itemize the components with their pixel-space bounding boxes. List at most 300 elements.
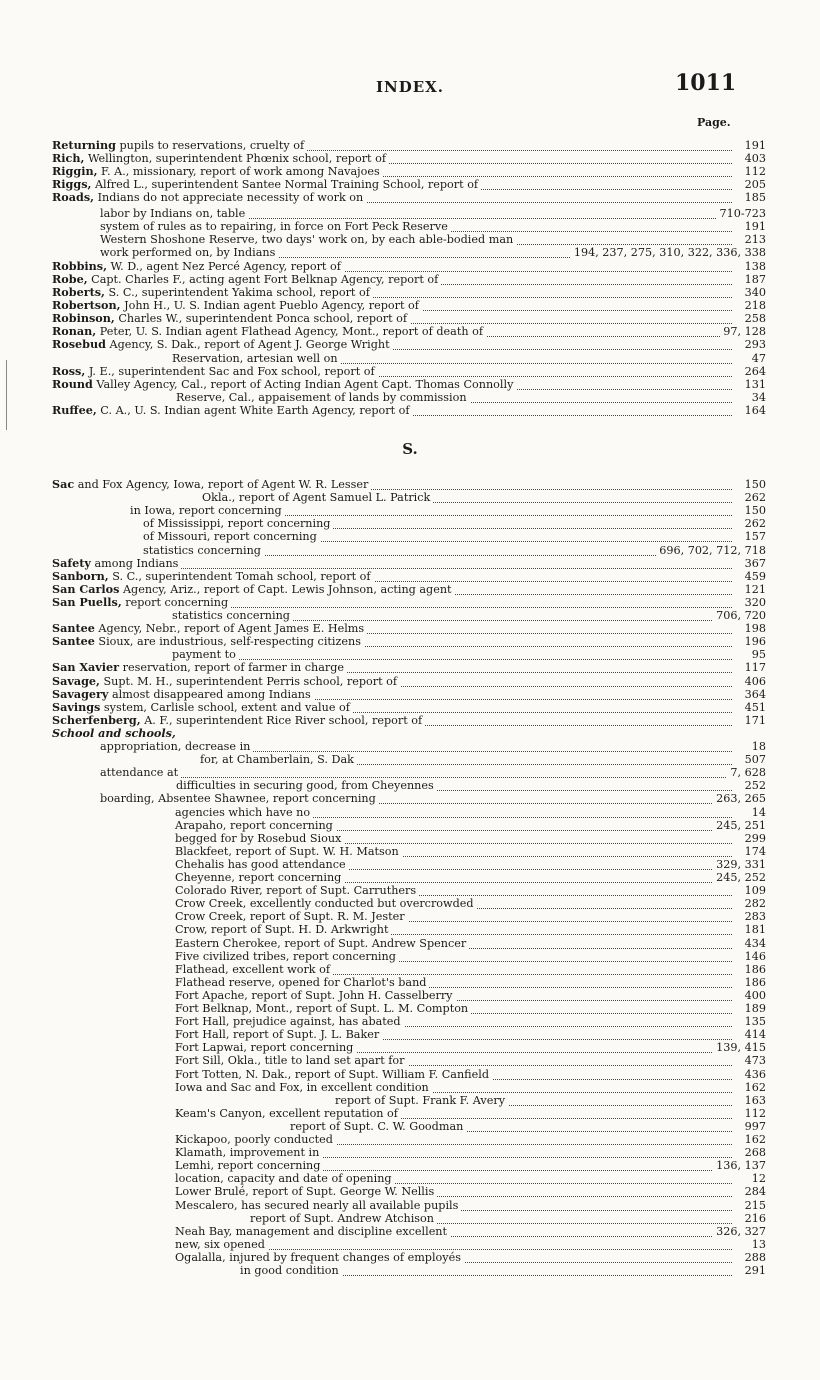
entry-page-ref: 34: [749, 391, 766, 404]
entry-page-ref: 406: [742, 675, 766, 688]
index-entry: [0, 391, 820, 404]
entry-heading: Rosebud: [52, 337, 106, 351]
entry-heading: Savage,: [52, 674, 100, 688]
index-entry: [0, 1041, 820, 1054]
index-entry: [0, 1107, 820, 1120]
entry-page-ref: 264: [742, 365, 766, 378]
entry-page-ref: 191: [742, 220, 766, 233]
index-entry: [0, 1133, 820, 1146]
index-entry: [0, 845, 820, 858]
index-entry: [0, 792, 820, 805]
index-entry: [0, 404, 820, 417]
entry-page-ref: 282: [742, 897, 766, 910]
entry-page-ref: 185: [742, 191, 766, 204]
entry-subtext: Flathead reserve, opened for Charlot's band: [175, 976, 427, 989]
entry-page-ref: 47: [749, 352, 766, 365]
entry-subtext: S. C., superintendent Yakima school, report of: [104, 286, 370, 299]
entry-page-ref: 710-723: [717, 207, 767, 220]
entry-text: [175, 884, 419, 897]
entry-page-ref: 18: [749, 740, 766, 753]
dot-leader: [176, 650, 732, 660]
entry-subtext: Colorado River, report of Supt. Carruthers: [175, 884, 417, 897]
entry-text: [52, 404, 413, 417]
entry-subtext: Fort Sill, Okla., title to land set apart for: [175, 1054, 405, 1067]
entry-page-ref: 283: [742, 910, 766, 923]
index-entry: [0, 517, 820, 530]
entry-page-ref: 150: [742, 478, 766, 491]
index-entry: [0, 557, 820, 570]
entry-page-ref: 136, 137: [713, 1159, 766, 1172]
entry-text: [52, 622, 367, 635]
entry-heading: Round: [52, 377, 93, 391]
entry-subtext: Ogalalla, injured by frequent changes of employés: [175, 1251, 461, 1264]
index-entry: [0, 976, 820, 989]
index-entry: [0, 635, 820, 648]
entry-text: [175, 937, 469, 950]
index-entry: [0, 648, 820, 661]
index-entry: [0, 1225, 820, 1238]
entry-subtext: Crow, report of Supt. H. D. Arkwright: [175, 923, 389, 936]
entry-subtext: Charles W., superintendent Ponca school, report of: [114, 312, 408, 325]
entry-heading: Savagery: [52, 687, 109, 701]
index-entry: [0, 165, 820, 178]
entry-page-ref: 284: [742, 1185, 766, 1198]
index-entry: [0, 963, 820, 976]
entry-page-ref: 215: [742, 1199, 766, 1212]
entry-subtext: Cheyenne, report concerning: [175, 871, 342, 884]
entry-text: [335, 1094, 508, 1107]
index-entry: [0, 897, 820, 910]
entry-subtext: Sioux, are industrious, self-respecting citizens: [94, 635, 361, 648]
index-entry: [0, 352, 820, 365]
entry-subtext: Lower Brulé, report of Supt. George W. Nellis: [175, 1185, 435, 1198]
index-entry: [0, 139, 820, 152]
entry-text: [175, 819, 336, 832]
entry-text: [175, 1041, 356, 1054]
entry-page-ref: 400: [742, 989, 766, 1002]
entry-page-ref: 14: [749, 806, 766, 819]
index-entry: [0, 530, 820, 543]
entry-text: [175, 989, 456, 1002]
entry-text: [175, 1054, 408, 1067]
entry-heading: Rich,: [52, 151, 85, 165]
entry-text: [175, 1081, 432, 1094]
entry-page-ref: 12: [749, 1172, 766, 1185]
entry-text: [175, 1146, 322, 1159]
entry-subtext: statistics concerning: [143, 544, 261, 557]
entry-heading: Ruffee,: [52, 403, 97, 417]
entry-subtext: Arapaho, report concerning: [175, 819, 333, 832]
index-entry: [0, 1120, 820, 1133]
index-entry: [0, 286, 820, 299]
entry-text: [175, 1251, 464, 1264]
entry-page-ref: 117: [742, 661, 766, 674]
entry-page-ref: 218: [742, 299, 766, 312]
dot-leader: [104, 768, 732, 778]
index-entry: [0, 622, 820, 635]
entry-subtext: in Iowa, report concerning: [130, 504, 282, 517]
entry-subtext: Lemhi, report concerning: [175, 1159, 321, 1172]
index-entry: [0, 178, 820, 191]
entry-subtext: Peter, U. S. Indian agent Flathead Agency, Mont., report of death of: [96, 325, 483, 338]
index-entry: [0, 1054, 820, 1067]
index-entry: [0, 325, 820, 338]
index-entry: [0, 504, 820, 517]
entry-text: [175, 1068, 492, 1081]
entry-page-ref: 171: [742, 714, 766, 727]
entry-page-ref: 194, 237, 275, 310, 322, 336, 338: [571, 246, 766, 259]
entry-page-ref: 252: [742, 779, 766, 792]
index-entry: [0, 688, 820, 701]
index-entry: [0, 544, 820, 557]
entry-text: [175, 1107, 401, 1120]
entry-page-ref: 216: [742, 1212, 766, 1225]
entry-subtext: Chehalis has good attendance: [175, 858, 346, 871]
index-entry: [0, 1081, 820, 1094]
index-entry: [0, 832, 820, 845]
index-entry: [0, 207, 820, 220]
entry-page-ref: 288: [742, 1251, 766, 1264]
entry-subtext: report of Supt. C. W. Goodman: [290, 1120, 464, 1133]
entry-text: [100, 740, 253, 753]
entry-subtext: S. C., superintendent Tomah school, report of: [108, 570, 371, 583]
index-entry: [0, 1159, 820, 1172]
entry-text: [175, 1172, 395, 1185]
entry-subtext: Reserve, Cal., appaisement of lands by commission: [176, 391, 467, 404]
entry-heading: Returning: [52, 138, 116, 152]
entry-text: [143, 530, 320, 543]
entry-heading: Riggin,: [52, 164, 98, 178]
entry-subtext: Wellington, superintendent Phœnix school, report of: [84, 152, 386, 165]
index-entry: [0, 1015, 820, 1028]
index-entry: [0, 312, 820, 325]
index-entry: [0, 989, 820, 1002]
entry-page-ref: 293: [742, 338, 766, 351]
entry-text: [52, 596, 231, 609]
index-entry: [0, 884, 820, 897]
entry-subtext: Fort Hall, report of Supt. J. L. Baker: [175, 1028, 380, 1041]
entry-page-ref: 131: [742, 378, 766, 391]
entry-page-ref: 262: [742, 491, 766, 504]
entry-subtext: F. A., missionary, report of work among Navajoes: [97, 165, 380, 178]
entry-subtext: Agency, Nebr., report of Agent James E. Helms: [94, 622, 365, 635]
entry-text: [52, 365, 378, 378]
entry-subtext: among Indians: [90, 557, 179, 570]
entry-subtext: W. D., agent Nez Percé Agency, report of: [106, 260, 341, 273]
entry-heading: Ross,: [52, 364, 86, 378]
entry-page-ref: 291: [742, 1264, 766, 1277]
index-entry: [0, 191, 820, 204]
index-entry: [0, 583, 820, 596]
index-entry: [0, 570, 820, 583]
entry-text: [52, 165, 383, 178]
index-entry: [0, 491, 820, 504]
entry-text: [250, 1212, 437, 1225]
entry-text: [175, 1002, 471, 1015]
index-entry: [0, 806, 820, 819]
entry-text: [100, 766, 181, 779]
entry-subtext: Fort Apache, report of Supt. John H. Casselberry: [175, 989, 453, 1002]
entry-text: [143, 517, 333, 530]
entry-subtext: Keam's Canyon, excellent reputation of: [175, 1107, 398, 1120]
entry-subtext: Alfred L., superintendent Santee Normal Training School, report of: [91, 178, 479, 191]
entry-heading: School and schools,: [52, 726, 176, 740]
entry-heading: Roads,: [52, 190, 95, 204]
entry-subtext: Crow Creek, report of Supt. R. M. Jester: [175, 910, 405, 923]
entry-subtext: Capt. Charles F., acting agent Fort Belknap Agency, report of: [87, 273, 439, 286]
index-entry: [0, 1146, 820, 1159]
index-entry: [0, 378, 820, 391]
entry-text: [240, 1264, 342, 1277]
entry-text: [52, 178, 481, 191]
entry-text: [290, 1120, 466, 1133]
entry-page-ref: 138: [742, 260, 766, 273]
entry-heading: Roberts,: [52, 285, 105, 299]
entry-page-ref: 320: [742, 596, 766, 609]
index-entry: [0, 1068, 820, 1081]
entry-heading: Savings: [52, 700, 101, 714]
entry-page-ref: 181: [742, 923, 766, 936]
entry-text: [143, 544, 264, 557]
entry-subtext: payment to: [172, 648, 236, 661]
entry-heading: Scherfenberg,: [52, 713, 141, 727]
index-entry: [0, 740, 820, 753]
entry-subtext: Flathead, excellent work of: [175, 963, 330, 976]
page-number: 1011: [675, 70, 737, 96]
entry-subtext: Indians do not appreciate necessity of work on: [94, 191, 364, 204]
entry-text: [175, 963, 333, 976]
entry-page-ref: 326, 327: [713, 1225, 766, 1238]
entry-page-ref: 436: [742, 1068, 766, 1081]
entry-subtext: appropriation, decrease in: [100, 740, 251, 753]
entry-text: [175, 1238, 268, 1251]
entry-page-ref: 7, 628: [727, 766, 766, 779]
entry-subtext: in good condition: [240, 1264, 339, 1277]
entry-text: [130, 504, 285, 517]
index-entry: [0, 753, 820, 766]
entry-subtext: Fort Lapwai, report concerning: [175, 1041, 354, 1054]
entry-page-ref: 403: [742, 152, 766, 165]
entry-text: [52, 661, 347, 674]
entry-text: [176, 779, 437, 792]
entry-page-ref: 121: [742, 583, 766, 596]
index-entry: [0, 1028, 820, 1041]
entry-page-ref: 13: [749, 1238, 766, 1251]
entry-heading: San Puells,: [52, 595, 122, 609]
index-entry: [0, 819, 820, 832]
entry-subtext: begged for by Rosebud Sioux: [175, 832, 342, 845]
entry-text: [52, 325, 486, 338]
entry-page-ref: 205: [742, 178, 766, 191]
entry-text: [52, 273, 441, 286]
entry-page-ref: 262: [742, 517, 766, 530]
index-entry: [0, 727, 820, 740]
entry-subtext: location, capacity and date of opening: [175, 1172, 392, 1185]
entry-page-ref: 364: [742, 688, 766, 701]
entry-subtext: statistics concerning: [172, 609, 290, 622]
entry-text: [100, 207, 248, 220]
entry-text: [175, 1159, 323, 1172]
entry-text: [52, 378, 516, 391]
entry-subtext: boarding, Absentee Shawnee, report concerning: [100, 792, 376, 805]
section-letter-s: S.: [402, 440, 418, 458]
index-entry: [0, 152, 820, 165]
entry-page-ref: 112: [742, 165, 766, 178]
index-entry: [0, 1238, 820, 1251]
entry-subtext: work performed on, by Indians: [100, 246, 276, 259]
entry-page-ref: 164: [742, 404, 766, 417]
entry-page-ref: 186: [742, 976, 766, 989]
entry-text: [172, 609, 293, 622]
entry-heading: Sac: [52, 477, 75, 491]
index-entry: [0, 233, 820, 246]
entry-text: [175, 1015, 404, 1028]
entry-page-ref: 268: [742, 1146, 766, 1159]
entry-text: [52, 139, 307, 152]
entry-text: [175, 806, 313, 819]
index-entry: [0, 675, 820, 688]
entry-page-ref: 340: [742, 286, 766, 299]
entry-page-ref: 473: [742, 1054, 766, 1067]
entry-subtext: report of Supt. Andrew Atchison: [250, 1212, 434, 1225]
entry-text: [175, 1133, 336, 1146]
entry-text: [175, 1199, 461, 1212]
entry-subtext: Mescalero, has secured nearly all available pupils: [175, 1199, 459, 1212]
entry-subtext: new, six opened: [175, 1238, 265, 1251]
page-header-title: INDEX.: [375, 78, 445, 96]
index-entry: [0, 220, 820, 233]
entry-subtext: report concerning: [121, 596, 229, 609]
entry-page-ref: 997: [742, 1120, 766, 1133]
entry-text: [52, 152, 389, 165]
entry-page-ref: 258: [742, 312, 766, 325]
entry-heading: Robe,: [52, 272, 88, 286]
entry-text: [100, 220, 451, 233]
index-entry: [0, 609, 820, 622]
index-entry: [0, 246, 820, 259]
entry-page-ref: 245, 252: [713, 871, 766, 884]
entry-heading: Robinson,: [52, 311, 115, 325]
index-entry: [0, 1094, 820, 1107]
entry-subtext: of Mississippi, report concerning: [143, 517, 331, 530]
entry-text: [175, 1225, 450, 1238]
entry-page-ref: 434: [742, 937, 766, 950]
entry-subtext: Iowa and Sac and Fox, in excellent condition: [175, 1081, 429, 1094]
entry-subtext: Agency, S. Dak., report of Agent J. George Wright: [105, 338, 390, 351]
entry-page-ref: 109: [742, 884, 766, 897]
entry-text: [175, 1028, 382, 1041]
entry-page-ref: 186: [742, 963, 766, 976]
entry-page-ref: 112: [742, 1107, 766, 1120]
entry-text: [175, 858, 349, 871]
index-entry: [0, 766, 820, 779]
entry-page-ref: 135: [742, 1015, 766, 1028]
entry-page-ref: 97, 128: [720, 325, 766, 338]
entry-text: [52, 191, 366, 204]
entry-subtext: reservation, report of farmer in charge: [119, 661, 345, 674]
index-entry: [0, 1199, 820, 1212]
page-column-label: Page.: [697, 116, 731, 129]
entry-text: [200, 753, 357, 766]
entry-text: [52, 338, 393, 351]
entry-subtext: Eastern Cherokee, report of Supt. Andrew Spencer: [175, 937, 467, 950]
entry-subtext: Crow Creek, excellently conducted but overcrowded: [175, 897, 474, 910]
entry-subtext: system, Carlisle school, extent and value of: [100, 701, 350, 714]
entry-subtext: agencies which have no: [175, 806, 311, 819]
entry-subtext: system of rules as to repairing, in force on Fort Peck Reserve: [100, 220, 448, 233]
entry-page-ref: 299: [742, 832, 766, 845]
entry-text: [100, 246, 278, 259]
entry-text: [100, 233, 516, 246]
entry-page-ref: 451: [742, 701, 766, 714]
index-entry: [0, 596, 820, 609]
entry-page-ref: 191: [742, 139, 766, 152]
entry-page-ref: 263, 265: [713, 792, 766, 805]
index-entry: [0, 779, 820, 792]
entry-text: [175, 910, 408, 923]
entry-text: [52, 727, 179, 740]
entry-subtext: Reservation, artesian well on: [172, 352, 338, 365]
entry-text: [175, 871, 344, 884]
entry-subtext: of Missouri, report concerning: [143, 530, 317, 543]
entry-subtext: Neah Bay, management and discipline excellent: [175, 1225, 448, 1238]
entry-heading: Safety: [52, 556, 91, 570]
entry-page-ref: 696, 702, 712, 718: [656, 544, 766, 557]
index-entry: [0, 1002, 820, 1015]
index-entry: [0, 273, 820, 286]
entry-page-ref: 414: [742, 1028, 766, 1041]
entry-text: [175, 897, 477, 910]
entry-page-ref: 706, 720: [713, 609, 766, 622]
entry-subtext: John H., U. S. Indian agent Pueblo Agency, report of: [120, 299, 419, 312]
entry-subtext: Agency, Ariz., report of Capt. Lewis Johnson, acting agent: [119, 583, 452, 596]
index-entry: [0, 661, 820, 674]
entry-page-ref: 139, 415: [713, 1041, 766, 1054]
entry-text: [176, 391, 470, 404]
entry-text: [52, 312, 410, 325]
entry-page-ref: 213: [742, 233, 766, 246]
index-entry: [0, 910, 820, 923]
entry-subtext: Western Shoshone Reserve, two days' work on, by each able-bodied man: [100, 233, 514, 246]
index-entry: [0, 923, 820, 936]
index-entry: [0, 950, 820, 963]
entry-text: [52, 635, 364, 648]
entry-page-ref: 507: [742, 753, 766, 766]
entry-text: [100, 792, 379, 805]
entry-subtext: Fort Totten, N. Dak., report of Supt. William F. Canfield: [175, 1068, 489, 1081]
entry-subtext: Supt. M. H., superintendent Perris school, report of: [99, 675, 398, 688]
index-entry: [0, 260, 820, 273]
entry-page-ref: 196: [742, 635, 766, 648]
entry-subtext: pupils to reservations, cruelty of: [115, 139, 305, 152]
index-entry: [0, 858, 820, 871]
entry-page-ref: 150: [742, 504, 766, 517]
entry-page-ref: 146: [742, 950, 766, 963]
entry-text: [52, 260, 344, 273]
entry-subtext: A. F., superintendent Rice River school, report of: [140, 714, 423, 727]
index-entry: [0, 1264, 820, 1277]
entry-subtext: Blackfeet, report of Supt. W. H. Matson: [175, 845, 399, 858]
entry-subtext: almost disappeared among Indians: [108, 688, 311, 701]
entry-heading: Santee: [52, 634, 95, 648]
entry-text: [52, 478, 371, 491]
entry-text: [175, 923, 391, 936]
index-entry: [0, 338, 820, 351]
entry-subtext: report of Supt. Frank F. Avery: [335, 1094, 506, 1107]
entry-heading: Robertson,: [52, 298, 121, 312]
entry-page-ref: 157: [742, 530, 766, 543]
entry-subtext: Five civilized tribes, report concerning: [175, 950, 396, 963]
